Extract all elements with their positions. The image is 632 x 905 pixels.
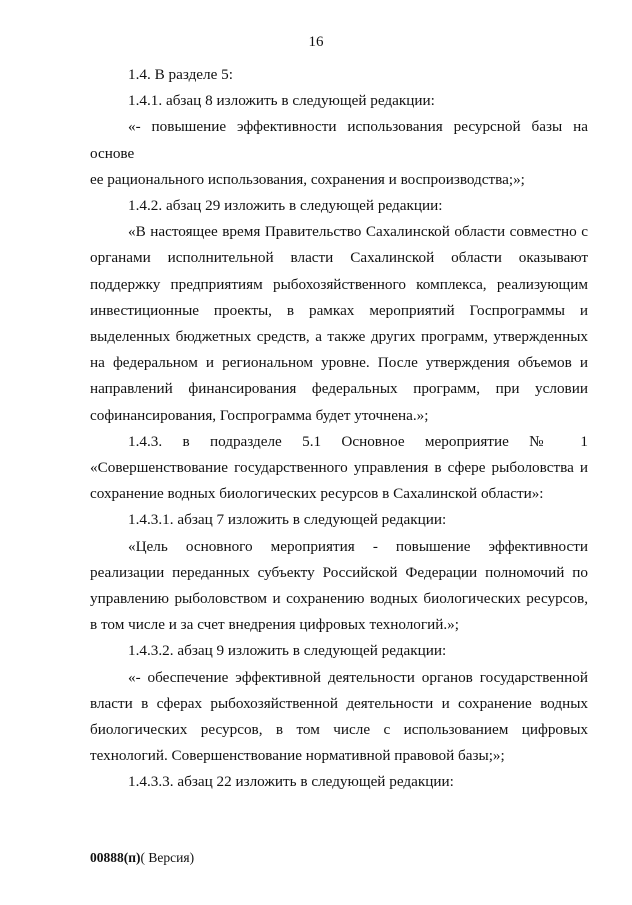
document-footer bbox=[90, 850, 194, 866]
section-heading: 1.4. В разделе 5: bbox=[128, 66, 233, 83]
paragraph: 1.4.1. абзац 8 изложить в следующей редакции: bbox=[128, 92, 435, 110]
document-code: 00888(п) bbox=[90, 850, 141, 865]
paragraph-quote: «Цель основного мероприятия - повышение эффективности реализации переданных субъекту Российской Федерации полномочий по управлению рыболовством и сохранению водных биологических ресурсов, в том числе и за счет внедрения цифровых технологий.»; bbox=[90, 537, 588, 634]
paragraph: 1.4.3.2. абзац 9 изложить в следующей редакции: bbox=[128, 642, 447, 660]
paragraph: 1.4.3.1. абзац 7 изложить в следующей редакции: bbox=[128, 511, 447, 529]
page-number: 16 bbox=[308, 34, 324, 50]
paragraph-quote: «В настоящее время Правительство Сахалинской области совместно с органами исполнительной власти Сахалинской области оказывают поддержку предприятиям рыбохозяйственного комплекса, реализующим инвестиционные проекты, в рамках мероприятий Госпрограммы и выделенных бюджетных средств, а также других программ, утвержденных на федеральном и региональном уровне. После утверждения объемов и направлений финансирования федеральных программ, при условии софинансирования, Госпрограмма будет уточнена.»; bbox=[90, 223, 588, 424]
paragraph-quote: «- повышение эффективности использования ресурсной базы на основе ее рационального использования, сохранения и воспроизводства;»; bbox=[90, 118, 588, 188]
document-body bbox=[90, 62, 588, 796]
paragraph: 1.4.3.3. абзац 22 изложить в следующей редакции: bbox=[128, 773, 454, 791]
paragraph: 1.4.2. абзац 29 изложить в следующей редакции: bbox=[128, 197, 443, 215]
document-version-label: ( Версия) bbox=[140, 850, 195, 865]
paragraph: 1.4.3. в подразделе 5.1 Основное мероприятие № 1 «Совершенствование государственного управления в сфере рыболовства и сохранение водных биологических ресурсов в Сахалинской области»: bbox=[90, 432, 588, 503]
paragraph-quote: «- обеспечение эффективной деятельности органов государственной власти в сферах рыбохозяйственной деятельности и сохранение водных биологических ресурсов, в том числе с использованием цифровых технологий. Совершенствование нормативной правовой базы;»; bbox=[90, 668, 588, 765]
